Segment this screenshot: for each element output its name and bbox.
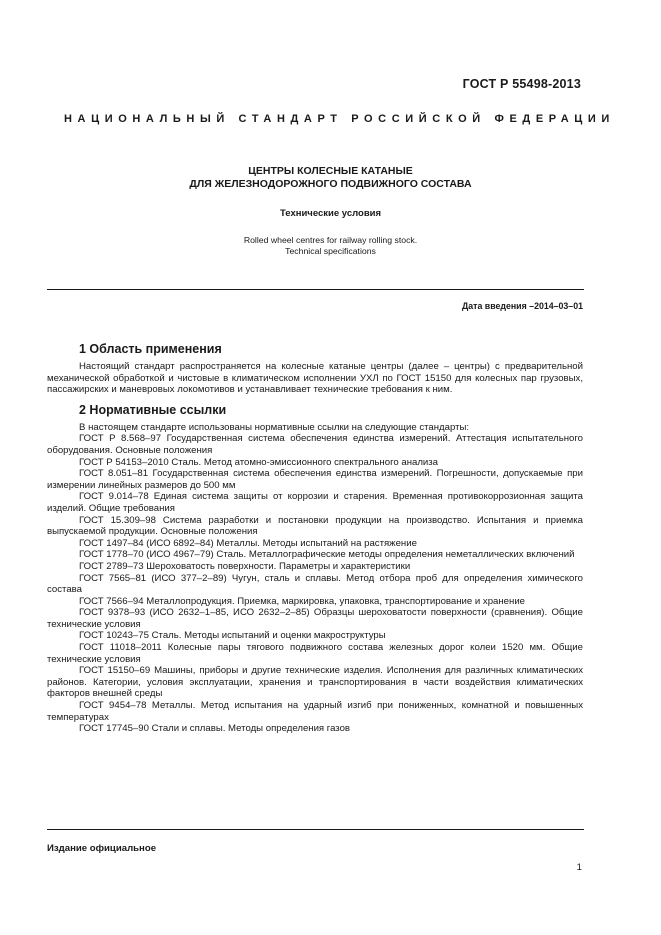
english-title-line-2: Technical specifications	[285, 246, 376, 256]
reference-item: ГОСТ 15150–69 Машины, приборы и другие технические изделия. Исполнения для различных климатических районов. Категории, условия эксплуатации, хранения и транспортирования в части воздействия климатических факторов внешней среды	[47, 665, 583, 700]
reference-item: ГОСТ Р 54153–2010 Сталь. Метод атомно-эмиссионного спектрального анализа	[79, 456, 439, 468]
reference-item: ГОСТ 7566–94 Металлопродукция. Приемка, маркировка, упаковка, транспортирование и хранение	[79, 595, 526, 607]
footer-divider	[47, 829, 584, 830]
reference-item: ГОСТ Р 8.568–97 Государственная система обеспечения единства измерений. Аттестация испытательного оборудования. Основные положения	[47, 433, 583, 456]
reference-item: ГОСТ 8.051–81 Государственная система обеспечения единства измерений. Погрешности, допускаемые при измерении линейных размеров до 500 мм	[47, 468, 583, 491]
title-line-2: ДЛЯ ЖЕЛЕЗНОДОРОЖНОГО ПОДВИЖНОГО СОСТАВА	[189, 178, 472, 190]
reference-item: ГОСТ 1497–84 (ИСО 6892–84) Металлы. Методы испытаний на растяжение	[79, 537, 417, 549]
english-title	[0, 235, 661, 257]
reference-item: ГОСТ 7565–81 (ИСО 377–2–89) Чугун, сталь и сплавы. Метод отбора проб для определения химического состава	[47, 572, 583, 596]
english-title-line-1: Rolled wheel centres for railway rolling stock.	[243, 235, 418, 245]
introduction-date: Дата введения –2014–03–01	[462, 301, 583, 311]
reference-item: ГОСТ 15.309–98 Система разработки и постановки продукции на производство. Испытания и приемка выпускаемой продукции. Основные положения	[47, 514, 583, 538]
edition-label: Издание официальное	[47, 843, 157, 854]
main-content	[47, 338, 583, 735]
reference-item: ГОСТ 9454–78 Металлы. Метод испытания на ударный изгиб при пониженных, комнатной и повышенных температурах	[47, 700, 583, 723]
section-2-intro: В настоящем стандарте использованы нормативные ссылки на следующие стандарты:	[79, 421, 470, 433]
document-number: ГОСТ Р 55498-2013	[462, 77, 581, 91]
reference-list	[47, 433, 583, 734]
title-line-1: ЦЕНТРЫ КОЛЕСНЫЕ КАТАНЫЕ	[248, 165, 413, 177]
reference-item: ГОСТ 17745–90 Стали и сплавы. Методы определения газов	[79, 723, 351, 735]
reference-item: ГОСТ 10243–75 Сталь. Методы испытаний и оценки макроструктуры	[79, 630, 386, 642]
national-standard-heading: НАЦИОНАЛЬНЫЙ СТАНДАРТ РОССИЙСКОЙ ФЕДЕРАЦИИ	[64, 113, 615, 125]
reference-item: ГОСТ 9.014–78 Единая система защиты от коррозии и старения. Временная противокоррозионная защита изделий. Общие требования	[47, 491, 583, 514]
subtitle: Технические условия	[279, 208, 382, 219]
section-1-text: Настоящий стандарт распространяется на колесные катаные центры (далее – центры) с предварительной механической обработкой и чистовые в климатическом исполнении УХЛ по ГОСТ 15150 для колесных пар грузовых, пассажирских и маневровых локомотивов и устанавливает технические требования к ним.	[47, 361, 583, 396]
section-2-heading: 2 Нормативные ссылки	[79, 402, 227, 417]
reference-item: ГОСТ 2789–73 Шероховатость поверхности. Параметры и характеристики	[79, 560, 411, 572]
reference-item: ГОСТ 11018–2011 Колесные пары тягового подвижного состава железных дорог колеи 1520 мм. Общие технические условия	[47, 642, 583, 665]
section-1-heading: 1 Область применения	[79, 342, 222, 356]
page-number: 1	[576, 862, 582, 873]
reference-item: ГОСТ 1778–70 (ИСО 4967–79) Сталь. Металлографические методы определения неметаллических включений	[79, 549, 575, 561]
reference-item: ГОСТ 9378–93 (ИСО 2632–1–85, ИСО 2632–2–85) Образцы шероховатости поверхности (сравнения). Общие технические условия	[47, 607, 583, 630]
title-block	[0, 165, 661, 257]
top-divider	[47, 289, 584, 290]
